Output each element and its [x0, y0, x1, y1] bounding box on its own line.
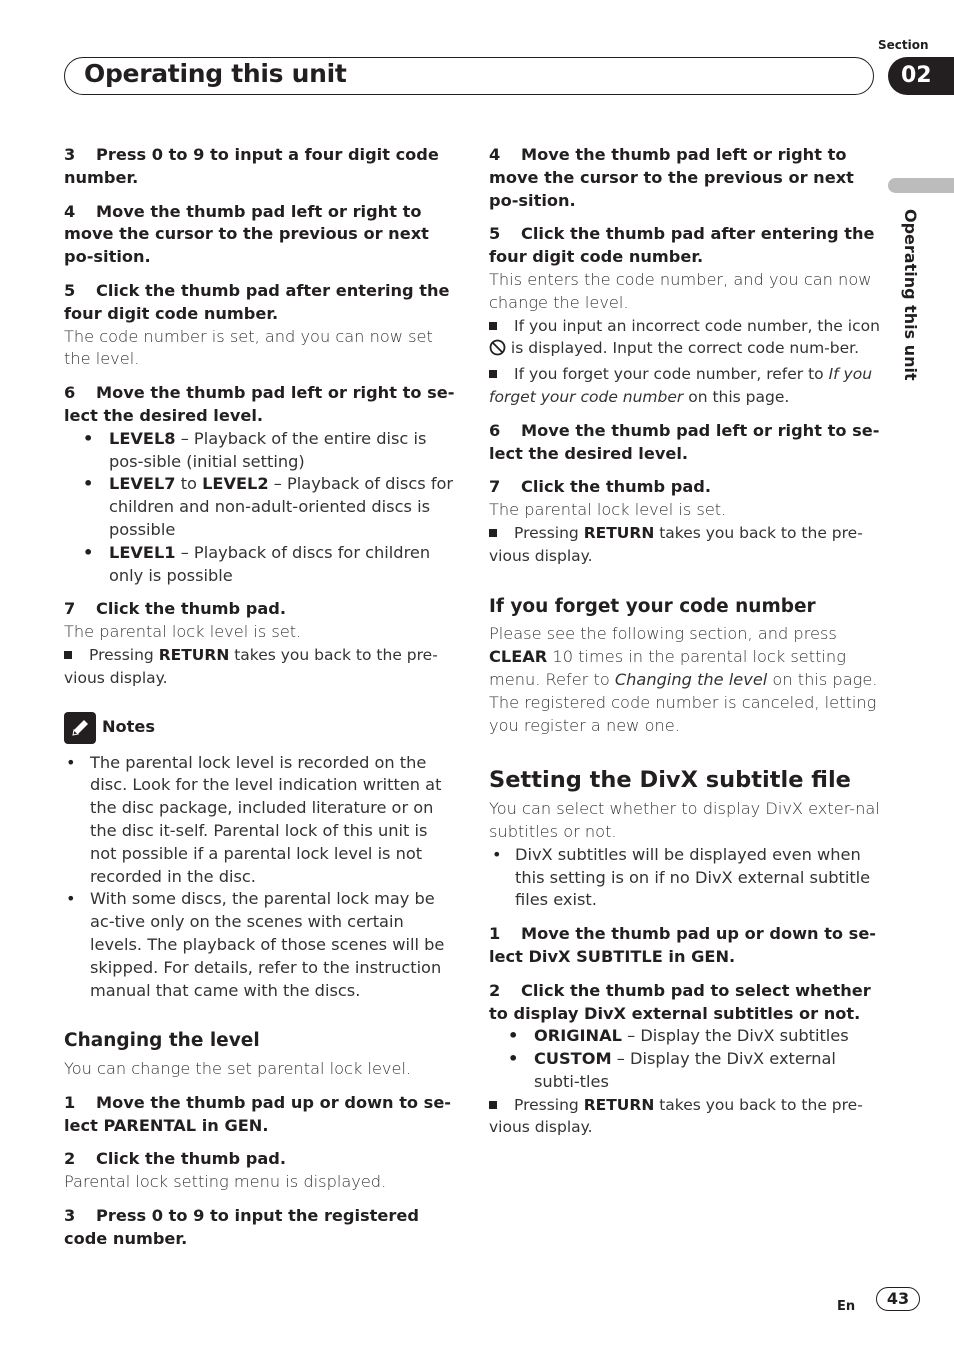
divx-bullets — [489, 844, 881, 912]
step-heading: 4 Move the thumb pad left or right to move the cursor to the previous or next po-sition. — [64, 201, 429, 267]
square-note: If you forget your code number, refer to If you forget your code number on this page. — [489, 365, 873, 406]
notes-list — [64, 752, 456, 1003]
list-item: • ORIGINAL – Display the DivX subtitles — [489, 1025, 881, 1048]
subsection-title: If you forget your code number — [489, 595, 816, 617]
section-body: You can select whether to display DivX exter-nal subtitles or not. — [489, 799, 880, 841]
section-number-badge: 02 — [888, 57, 954, 95]
list-item: • LEVEL1 – Playback of discs for children only is possible — [64, 542, 456, 588]
option-list — [489, 1025, 881, 1093]
square-note: If you input an incorrect code number, the icon is displayed. Input the correct code num-ber. — [489, 315, 881, 364]
step-heading: 7 Click the thumb pad. — [489, 477, 711, 497]
language-label: En — [837, 1299, 856, 1314]
right-column — [489, 144, 881, 1139]
step-body: The code number is set, and you can now set the level. — [64, 326, 433, 369]
section-title: Setting the DivX subtitle file — [489, 767, 851, 794]
subsection-title: Changing the level — [64, 1030, 260, 1052]
step-body: The parental lock level is set. — [489, 500, 727, 520]
list-item: • LEVEL8 – Playback of the entire disc is pos-sible (initial setting) — [64, 428, 456, 474]
step-heading: 5 Click the thumb pad after entering the four digit code number. — [64, 280, 450, 323]
level-list — [64, 428, 456, 588]
step-heading: 3 Press 0 to 9 to input the registered code number. — [64, 1206, 419, 1248]
step-heading: 6 Move the thumb pad left or right to se-lect the desired level. — [489, 420, 880, 463]
step-heading: 7 Click the thumb pad. — [64, 599, 286, 619]
left-column — [64, 144, 456, 1251]
section-label: Section — [878, 38, 929, 52]
square-note: Pressing RETURN takes you back to the pre-vious display. — [489, 523, 863, 565]
list-item: • The parental lock level is recorded on the disc. Look for the level indication written at the disc package, included literature or on the disc it-self. Parental lock of this unit is not possible if a parental lock level is not recorded in the disc. — [64, 752, 456, 889]
notes-heading: Notes — [64, 712, 456, 744]
step-heading: 1 Move the thumb pad up or down to se-lect PARENTAL in GEN. — [64, 1092, 452, 1135]
list-item: • CUSTOM – Display the DivX external subti-tles — [489, 1048, 881, 1094]
square-bullet-icon — [489, 1101, 497, 1109]
square-note: Pressing RETURN takes you back to the pre-vious display. — [64, 645, 438, 687]
step-body: This enters the code number, and you can now change the level. — [489, 269, 872, 312]
step-heading: 4 Move the thumb pad left or right to move the cursor to the previous or next po-sition. — [489, 145, 854, 210]
square-note: Pressing RETURN takes you back to the pre-vious display. — [489, 1095, 863, 1137]
step-heading: 2 Click the thumb pad to select whether to display DivX external subtitles or not. — [489, 980, 871, 1023]
list-item: • With some discs, the parental lock may be ac-tive only on the scenes with certain levels. The playback of those scenes will be skipped. For details, refer to the instruction manual that came with the discs. — [64, 888, 456, 1002]
square-bullet-icon — [64, 651, 72, 659]
square-bullet-icon — [489, 370, 497, 378]
square-bullet-icon — [489, 529, 497, 537]
step-heading: 6 Move the thumb pad left or right to se-lect the desired level. — [64, 383, 455, 425]
step-body: Parental lock setting menu is displayed. — [64, 1172, 387, 1192]
prohibited-icon — [489, 339, 506, 363]
step-heading: 3 Press 0 to 9 to input a four digit code number. — [64, 145, 439, 187]
list-item: • DivX subtitles will be displayed even when this setting is on if no DivX external subtitle files exist. — [489, 844, 881, 912]
side-tab-marker — [888, 178, 954, 193]
list-item: • LEVEL7 to LEVEL2 – Playback of discs for children and non-adult-oriented discs is possible — [64, 473, 456, 541]
step-heading: 2 Click the thumb pad. — [64, 1149, 286, 1169]
pencil-icon — [64, 712, 96, 744]
page-title: Operating this unit — [84, 59, 347, 88]
side-tab-label: Operating this unit — [901, 209, 920, 381]
step-body: The parental lock level is set. — [64, 622, 302, 642]
square-bullet-icon — [489, 322, 497, 330]
page-number: 43 — [876, 1287, 920, 1311]
step-heading: 1 Move the thumb pad up or down to se-lect DivX SUBTITLE in GEN. — [489, 924, 877, 966]
subsection-body: Please see the following section, and press CLEAR 10 times in the parental lock setting menu. Refer to Changing the level on this page. The registered code number is canceled, letting you register a new one. — [489, 624, 878, 735]
subsection-body: You can change the set parental lock level. — [64, 1059, 412, 1079]
step-heading: 5 Click the thumb pad after entering the four digit code number. — [489, 224, 875, 267]
